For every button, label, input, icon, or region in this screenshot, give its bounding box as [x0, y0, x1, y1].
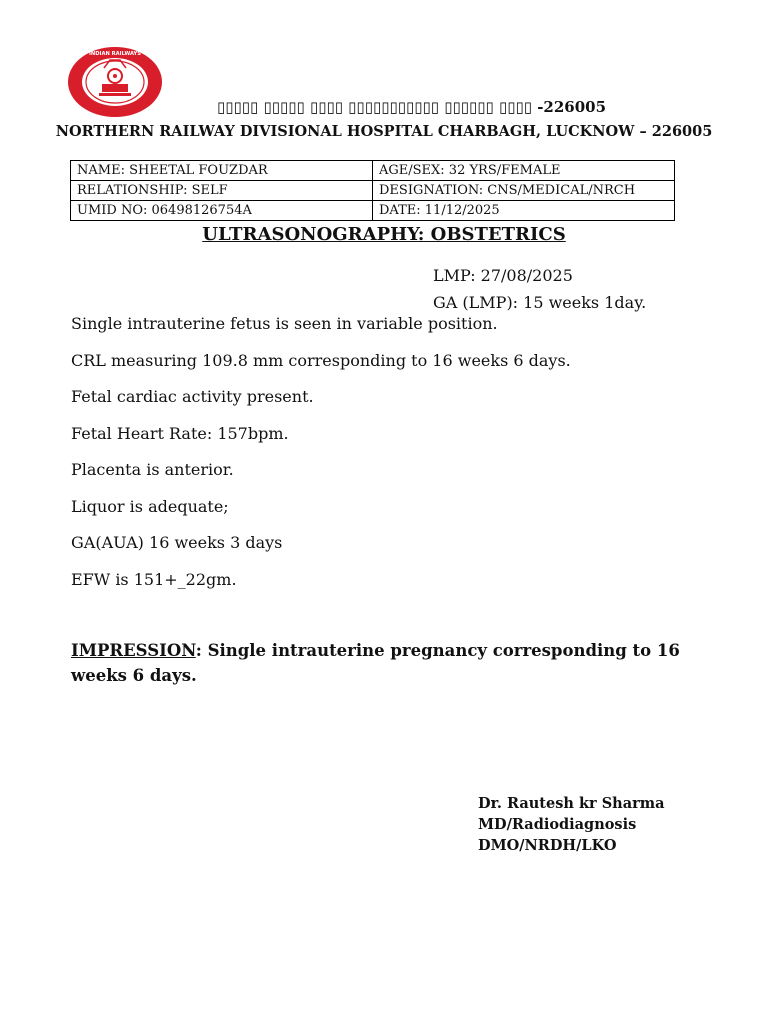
patient-relationship: RELATIONSHIP: SELF	[71, 181, 373, 201]
finding-line: Single intrauterine fetus is seen in variable position.	[71, 314, 498, 333]
finding-line: Placenta is anterior.	[71, 460, 234, 479]
lmp-value: LMP: 27/08/2025	[433, 266, 573, 285]
report-date: DATE: 11/12/2025	[373, 201, 675, 221]
impression-label: IMPRESSION	[71, 641, 196, 660]
table-row	[71, 161, 675, 181]
finding-line: EFW is 151+_22gm.	[71, 569, 237, 589]
lmp-block	[433, 262, 646, 316]
patient-name: NAME: SHEETAL FOUZDAR	[71, 161, 373, 181]
patient-umid: UMID NO: 06498126754A	[71, 201, 373, 221]
table-row	[71, 181, 675, 201]
finding-line: Fetal Heart Rate: 157bpm.	[71, 423, 289, 443]
impression-text: : Single intrauterine pregnancy corresponding to 16 weeks 6 days.	[71, 641, 680, 685]
finding-line: GA(AUA) 16 weeks 3 days	[71, 533, 283, 552]
signature-block	[478, 793, 665, 856]
patient-designation: DESIGNATION: CNS/MEDICAL/NRCH	[373, 181, 675, 201]
hospital-name-english: NORTHERN RAILWAY DIVISIONAL HOSPITAL CHARBAGH, LUCKNOW – 226005	[55, 123, 713, 140]
findings-list	[71, 313, 571, 605]
doctor-qualification: MD/Radiodiagnosis	[478, 816, 637, 833]
report-title: ULTRASONOGRAPHY: OBSTETRICS	[202, 224, 566, 245]
impression	[71, 638, 681, 688]
logo-text: INDIAN RAILWAYS	[88, 51, 142, 57]
finding-line: Liquor is adequate;	[71, 496, 229, 516]
finding-line: CRL measuring 109.8 mm corresponding to 16 weeks 6 days.	[71, 350, 571, 370]
patient-age-sex: AGE/SEX: 32 YRS/FEMALE	[373, 161, 675, 181]
hospital-name-hindi: ▯▯▯▯▯ ▯▯▯▯▯ ▯▯▯▯ ▯▯▯▯▯▯▯▯▯▯▯ ▯▯▯▯▯▯ ▯▯▯▯ -226005	[216, 98, 607, 116]
patient-info-table	[70, 160, 675, 221]
finding-line: Fetal cardiac activity present.	[71, 387, 314, 406]
doctor-post: DMO/NRDH/LKO	[478, 837, 617, 854]
ga-lmp-value: GA (LMP): 15 weeks 1day.	[433, 293, 647, 312]
doctor-name: Dr. Rautesh kr Sharma	[478, 795, 665, 812]
table-row	[71, 201, 675, 221]
